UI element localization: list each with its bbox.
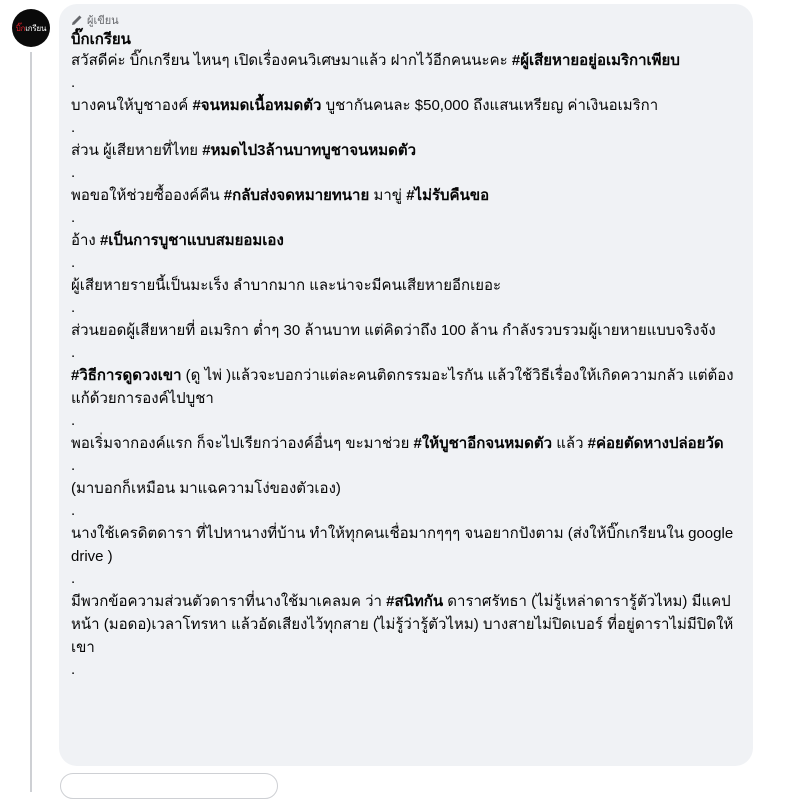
hashtag[interactable]: #หมดไป3ล้านบาทบูชาจนหมดตัว bbox=[202, 142, 417, 159]
hashtag[interactable]: #ผู้เสียหายอยู่อเมริกาเพียบ bbox=[511, 52, 680, 69]
hashtag[interactable]: #จนหมดเนื้อหมดตัว bbox=[192, 97, 322, 114]
separator-dot bbox=[71, 297, 741, 319]
separator-dot bbox=[71, 568, 741, 590]
text-span: . bbox=[71, 344, 76, 361]
separator-dot bbox=[71, 342, 741, 364]
hashtag[interactable]: #ไม่รับคืนขอ bbox=[406, 187, 490, 204]
text-span: . bbox=[71, 254, 76, 271]
text-span: พอเริ่มจากองค์แรก ก็จะไปเรียกว่าองค์อื่นๆ ขะมาช่วย bbox=[71, 435, 414, 452]
text-span: บางคนให้บูชาองค์ bbox=[71, 97, 193, 114]
avatar[interactable] bbox=[12, 9, 50, 47]
text-span: . bbox=[71, 457, 76, 474]
text-span: อ้าง bbox=[71, 232, 100, 249]
text-span: สวัสดีค่ะ บิ๊กเกรียน ไหนๆ เปิดเรื่องคนวิเศษมาแล้ว ฝากไว้อีกคนนะคะ bbox=[71, 52, 512, 69]
comment-paragraph bbox=[71, 49, 741, 72]
separator-dot bbox=[71, 410, 741, 432]
comment-body bbox=[71, 49, 741, 681]
comment-paragraph bbox=[71, 364, 741, 410]
hashtag[interactable]: #เป็นการบูชาแบบสมยอมเอง bbox=[99, 232, 284, 249]
comment-paragraph bbox=[71, 184, 741, 207]
separator-dot bbox=[71, 207, 741, 229]
hashtag[interactable]: #สนิทกัน bbox=[386, 593, 444, 610]
comment-paragraph bbox=[71, 94, 741, 117]
comment-paragraph bbox=[71, 522, 741, 568]
text-span: (ดู ไพ่ )แล้วจะบอกว่าแต่ละคนติดกรรมอะไรกัน แล้วใช้วิธีเรื่องให้เกิดความกลัว แต่ต้องแก้ด้วยการองค์ไปบูชา bbox=[71, 367, 734, 407]
text-span: ผู้เสียหายรายนี้เป็นมะเร็ง ลำบากมาก และน่าจะมีคนเสียหายอีกเยอะ bbox=[71, 277, 502, 294]
comment-author[interactable]: บิ๊กเกรียน bbox=[71, 31, 131, 48]
separator-dot bbox=[71, 659, 741, 681]
text-span: แล้ว bbox=[552, 435, 588, 452]
text-span: ส่วน ผู้เสียหายที่ไทย bbox=[71, 142, 203, 159]
text-span: . bbox=[71, 570, 76, 587]
hashtag[interactable]: #ค่อยตัดหางปล่อยวัด bbox=[587, 435, 724, 452]
thread-line bbox=[30, 52, 32, 792]
reply-box[interactable] bbox=[60, 773, 278, 799]
hashtag[interactable]: #กลับส่งจดหมายทนาย bbox=[223, 187, 370, 204]
text-span: . bbox=[71, 502, 76, 519]
text-span: . bbox=[71, 661, 76, 678]
comment-paragraph bbox=[71, 139, 741, 162]
comment-bubble bbox=[59, 4, 753, 766]
text-span: . bbox=[71, 209, 76, 226]
text-span: . bbox=[71, 299, 76, 316]
text-span: . bbox=[71, 164, 76, 181]
author-badge-label: ผู้เขียน bbox=[87, 15, 119, 27]
text-span: มาขู่ bbox=[369, 187, 407, 204]
text-span: . bbox=[71, 412, 76, 429]
comment-paragraph bbox=[71, 274, 741, 297]
text-span: ดาราศรัทธา (ไม่รู้เหล่าดารารู้ตัวไหม) มีแคปหน้า (มอดอ)เวลาโทรหา แล้วอัดเสียงไว้ทุกสาย (ไม่รู้ว่ารู้ตัวไหม) บางสายไม่ปิดเบอร์ ที่อยู่ดาราไม่มีปิดให้เขา bbox=[71, 593, 734, 656]
author-badge bbox=[71, 12, 741, 28]
separator-dot bbox=[71, 162, 741, 184]
text-span: . bbox=[71, 74, 76, 91]
text-span: ส่วนยอดผู้เสียหายที่ อเมริกา ต่ำๆ 30 ล้านบาท แต่คิดว่าถึง 100 ล้าน กำลังรวบรวมผู้เายหายแบบจริงจัง bbox=[71, 322, 716, 339]
separator-dot bbox=[71, 72, 741, 94]
comment-paragraph bbox=[71, 590, 741, 659]
comment-paragraph bbox=[71, 432, 741, 455]
text-span: . bbox=[71, 119, 76, 136]
hashtag[interactable]: #ให้บูชาอีกจนหมดตัว bbox=[413, 435, 553, 452]
text-span: พอขอให้ช่วยซื้อองค์คืน bbox=[71, 187, 224, 204]
text-span: นางใช้เครดิตดารา ที่ไปหานางที่บ้าน ทำให้ทุกคนเชื่อมากๆๆๆ จนอยากปังตาม (ส่งให้บิ๊กเกรียนใน google drive ) bbox=[71, 525, 734, 565]
text-span: (มาบอกก็เหมือน มาแฉความโง่ของตัวเอง) bbox=[71, 480, 341, 497]
separator-dot bbox=[71, 455, 741, 477]
comment-paragraph bbox=[71, 319, 741, 342]
pencil-icon bbox=[71, 14, 83, 26]
hashtag[interactable]: #วิธีการดูดวงเขา bbox=[71, 367, 182, 384]
avatar-logo-text: บิ๊กเกรียน bbox=[15, 23, 47, 33]
comment-paragraph bbox=[71, 477, 741, 500]
comment-paragraph bbox=[71, 229, 741, 252]
text-span: มีพวกข้อความส่วนตัวดาราที่นางใช้มาเคลมค ว่า bbox=[71, 593, 387, 610]
separator-dot bbox=[71, 500, 741, 522]
separator-dot bbox=[71, 252, 741, 274]
separator-dot bbox=[71, 117, 741, 139]
text-span: บูชากันคนละ $50,000 ถึงแสนเหรียญ ค่าเงินอเมริกา bbox=[321, 97, 659, 114]
